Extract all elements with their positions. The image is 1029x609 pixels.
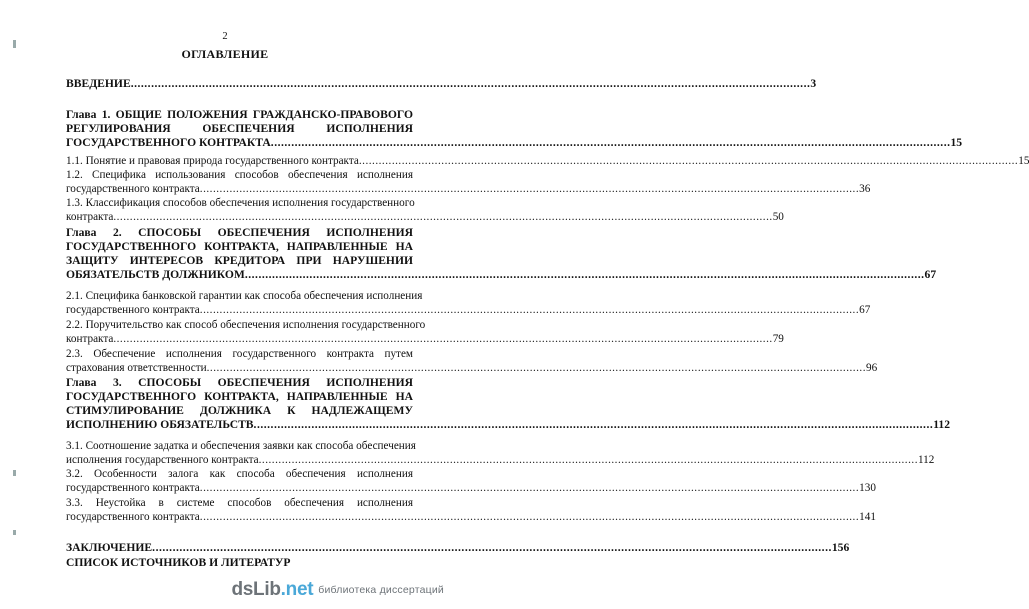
toc-entry [66, 168, 871, 196]
toc-entry-line: СТИМУЛИРОВАНИЕ ДОЛЖНИКА К НАДЛЕЖАЩЕМУ [66, 404, 413, 417]
dot-leader: ........................................................................................................................................................................................................ [244, 268, 925, 281]
toc-entry-text: контракта [66, 211, 114, 223]
toc-entry-text: СПИСОК ИСТОЧНИКОВ И ЛИТЕРАТУР [66, 556, 291, 569]
toc-page-number: 112 [917, 454, 935, 466]
watermark [231, 575, 444, 605]
toc-entry-line: 3.1. Соотношение задатка и обеспечения заявки как способа обеспечения [66, 440, 416, 452]
toc-entry-line [66, 361, 878, 375]
toc-entry-text: исполнения государственного контракта [66, 454, 259, 466]
toc-entry-line: 2.1. Специфика банковской гарантии как способа обеспечения исполнения [66, 290, 423, 302]
toc-entry-line: ГОСУДАРСТВЕННОГО КОНТРАКТА, НАПРАВЛЕННЫЕ НА [66, 390, 413, 403]
toc-entry [66, 226, 937, 282]
dot-leader: ........................................................................................................................................................................................................ [206, 362, 866, 374]
dot-leader: ........................................................................................................................................................................................................ [258, 454, 918, 466]
watermark-logo: dsLib.net [231, 579, 314, 600]
toc-entry-text: ГОСУДАРСТВЕННОГО КОНТРАКТА [66, 136, 271, 149]
toc-entry-line [66, 303, 871, 317]
toc-entry-line: ЗАЩИТУ ИНТЕРЕСОВ КРЕДИТОРА ПРИ НАРУШЕНИИ [66, 254, 413, 267]
toc-page-number: 36 [859, 183, 871, 195]
toc-entry [66, 77, 817, 91]
toc-page-number: 112 [933, 418, 950, 431]
toc-entry-text: государственного контракта [66, 511, 200, 523]
toc-entry-line: 1.2. Специфика использования способов обеспечения исполнения [66, 169, 413, 181]
toc-entry-text: контракта [66, 333, 114, 345]
toc-entry [66, 376, 950, 432]
dot-leader: ........................................................................................................................................................................................................ [130, 77, 811, 90]
toc-entry-line [66, 182, 871, 196]
toc-page-number: 96 [865, 362, 878, 374]
toc-page-number: 156 [831, 541, 850, 554]
toc-page-number: 50 [772, 211, 784, 223]
toc-title: ОГЛАВЛЕНИЕ [181, 47, 269, 61]
toc-entry-text: государственного контракта [66, 482, 200, 494]
dot-leader: ........................................................................................................................................................................................................ [113, 211, 773, 223]
dot-leader: ........................................................................................................................................................................................................ [270, 136, 951, 149]
toc-entry [66, 318, 784, 346]
toc-entry-line: Глава 2. СПОСОБЫ ОБЕСПЕЧЕНИЯ ИСПОЛНЕНИЯ [66, 226, 413, 239]
toc-entry-text: ЗАКЛЮЧЕНИЕ [66, 541, 153, 554]
margin-mark [13, 530, 16, 535]
margin-mark [13, 40, 16, 48]
toc-entry-text: ОБЯЗАТЕЛЬСТВ ДОЛЖНИКОМ [66, 268, 245, 281]
toc-entry [66, 289, 871, 317]
dot-leader: ........................................................................................................................................................................................................ [358, 155, 1019, 167]
toc-page-number: 130 [859, 482, 876, 494]
toc-page-number: 3 [810, 77, 817, 90]
toc-entry-line: Глава 1. ОБЩИЕ ПОЛОЖЕНИЯ ГРАЖДАНСКО-ПРАВОВОГО [66, 108, 413, 121]
toc-entry-line [66, 556, 413, 570]
dot-leader: ........................................................................................................................................................................................................ [199, 183, 860, 195]
toc-entry-line [66, 418, 950, 432]
margin-mark [13, 470, 16, 476]
toc-entry [66, 496, 876, 524]
toc-entry [66, 347, 878, 375]
toc-entry-line [66, 136, 963, 150]
toc-entry [66, 556, 413, 570]
toc-entry-line: 2.2. Поручительство как способ обеспечения исполнения государственного [66, 319, 426, 331]
toc-entry [66, 439, 935, 467]
toc-page-number: 67 [924, 268, 937, 281]
toc-entry-text: ИСПОЛНЕНИЮ ОБЯЗАТЕЛЬСТВ [66, 418, 254, 431]
toc-entry-line: Глава 3. СПОСОБЫ ОБЕСПЕЧЕНИЯ ИСПОЛНЕНИЯ [66, 376, 413, 389]
toc-entry-text: 1.1. Понятие и правовая природа государственного контракта [66, 155, 359, 167]
toc-page-number: 67 [859, 304, 871, 316]
dot-leader: ........................................................................................................................................................................................................ [199, 304, 860, 316]
toc-entry-text: государственного контракта [66, 304, 200, 316]
toc-entry-line [66, 541, 850, 555]
toc-entry-line [66, 210, 784, 224]
toc-entry [66, 467, 876, 495]
watermark-subtitle: библиотека диссертаций [318, 584, 444, 596]
toc-entry-line [66, 77, 817, 91]
toc-entry-line [66, 268, 937, 282]
toc-entry [66, 154, 1029, 168]
toc-page-number: 79 [772, 333, 784, 345]
toc-entry-line [66, 481, 876, 495]
toc-page-number: 15 [1018, 155, 1029, 167]
toc-page-number: 141 [859, 511, 876, 523]
toc-entry [66, 541, 850, 555]
toc-entry-line [66, 154, 1029, 168]
toc-entry-line: ГОСУДАРСТВЕННОГО КОНТРАКТА, НАПРАВЛЕННЫЕ НА [66, 240, 413, 253]
toc-entry-text: государственного контракта [66, 183, 200, 195]
toc-entry [66, 108, 963, 150]
page-number: 2 [222, 31, 228, 42]
toc-entry-line: 3.3. Неустойка в системе способов обеспечения исполнения [66, 497, 413, 509]
toc-entry [66, 196, 784, 224]
toc-entry-text: ВВЕДЕНИЕ [66, 77, 131, 90]
toc-page-number: 15 [950, 136, 963, 149]
dot-leader: ........................................................................................................................................................................................................ [199, 482, 860, 494]
toc-entry-line [66, 453, 935, 467]
toc-entry-line [66, 510, 876, 524]
toc-entry-line: 1.3. Классификация способов обеспечения исполнения государственного [66, 197, 415, 209]
dot-leader: ........................................................................................................................................................................................................ [253, 418, 934, 431]
dot-leader: ........................................................................................................................................................................................................ [152, 541, 832, 554]
dot-leader: ........................................................................................................................................................................................................ [199, 511, 860, 523]
toc-entry-line [66, 332, 784, 346]
toc-entry-line: 2.3. Обеспечение исполнения государственного контракта путем [66, 348, 413, 360]
toc-entry-line: 3.2. Особенности залога как способа обеспечения исполнения [66, 468, 413, 480]
dot-leader: ........................................................................................................................................................................................................ [113, 333, 773, 345]
toc-entry-line: РЕГУЛИРОВАНИЯ ОБЕСПЕЧЕНИЯ ИСПОЛНЕНИЯ [66, 122, 413, 135]
toc-entry-text: страхования ответственности [66, 362, 207, 374]
